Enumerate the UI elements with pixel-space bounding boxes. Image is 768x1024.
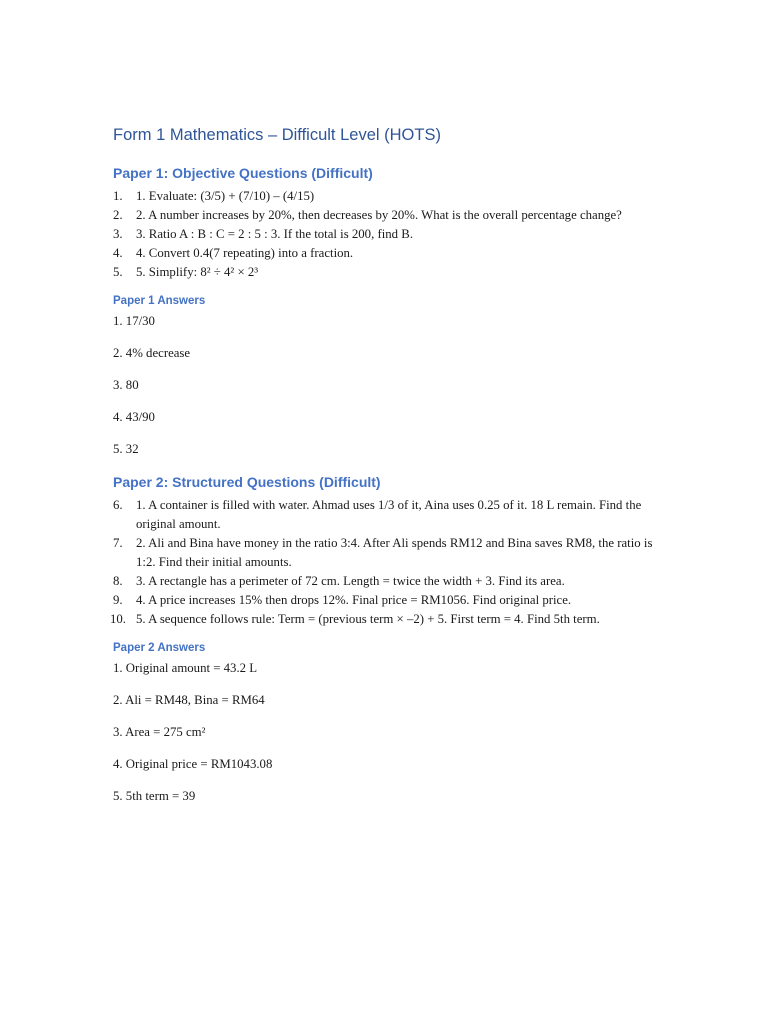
question-item	[113, 591, 658, 610]
question-item	[113, 206, 658, 225]
answer-line: 1. 17/30	[113, 314, 155, 328]
question-number: 5.	[113, 265, 123, 279]
document-title: Form 1 Mathematics – Difficult Level (HOTS)	[113, 126, 441, 144]
question-item	[113, 572, 658, 591]
question-text: 1. A container is filled with water. Ahmad uses 1/3 of it, Aina uses 0.25 of it. 18 L remain. Find the original amount.	[136, 498, 642, 531]
question-number: 4.	[113, 246, 123, 260]
paper1-question-list	[113, 187, 658, 282]
answer-line: 3. 80	[113, 378, 139, 392]
answer-line: 3. Area = 275 cm²	[113, 725, 206, 739]
answer-line: 5. 5th term = 39	[113, 789, 196, 803]
document-page	[110, 124, 658, 809]
paper2-heading: Paper 2: Structured Questions (Difficult)	[113, 474, 381, 490]
question-item	[113, 225, 658, 244]
paper1-answers-heading: Paper 1 Answers	[113, 295, 206, 307]
question-text: 2. Ali and Bina have money in the ratio 3:4. After Ali spends RM12 and Bina saves RM8, the ratio is 1:2. Find their initial amounts.	[136, 536, 653, 569]
question-text: 1. Evaluate: (3/5) + (7/10) – (4/15)	[136, 189, 315, 203]
question-text: 2. A number increases by 20%, then decreases by 20%. What is the overall percentage change?	[136, 208, 622, 222]
question-text: 3. Ratio A : B : C = 2 : 5 : 3. If the total is 200, find B.	[136, 227, 414, 241]
question-number: 10.	[110, 612, 126, 626]
paper1-answers	[113, 312, 658, 462]
question-item	[113, 244, 658, 263]
question-number: 3.	[113, 227, 123, 241]
paper1-heading: Paper 1: Objective Questions (Difficult)	[113, 165, 373, 181]
question-text: 3. A rectangle has a perimeter of 72 cm. Length = twice the width + 3. Find its area.	[136, 574, 565, 588]
question-item	[110, 610, 658, 629]
question-text: 4. A price increases 15% then drops 12%. Final price = RM1056. Find original price.	[136, 593, 572, 607]
question-number: 6.	[113, 498, 123, 512]
question-number: 2.	[113, 208, 123, 222]
question-number: 8.	[113, 574, 123, 588]
paper2-answers	[113, 659, 658, 809]
paper2-answers-heading: Paper 2 Answers	[113, 642, 206, 654]
question-text: 4. Convert 0.4(7 repeating) into a fraction.	[136, 246, 354, 260]
question-number: 7.	[113, 536, 123, 550]
question-item	[113, 187, 658, 206]
question-text: 5. Simplify: 8² ÷ 4² × 2³	[136, 265, 259, 279]
answer-line: 2. 4% decrease	[113, 346, 191, 360]
answer-line: 4. 43/90	[113, 410, 155, 424]
answer-line: 2. Ali = RM48, Bina = RM64	[113, 693, 265, 707]
question-text: 5. A sequence follows rule: Term = (previous term × –2) + 5. First term = 4. Find 5th term.	[136, 612, 600, 626]
answer-line: 1. Original amount = 43.2 L	[113, 661, 258, 675]
question-item	[113, 263, 658, 282]
answer-line: 4. Original price = RM1043.08	[113, 757, 273, 771]
paper2-question-list	[110, 496, 658, 629]
question-number: 1.	[113, 189, 123, 203]
question-item	[113, 496, 658, 534]
answer-line: 5. 32	[113, 442, 139, 456]
question-item	[113, 534, 658, 572]
question-number: 9.	[113, 593, 123, 607]
